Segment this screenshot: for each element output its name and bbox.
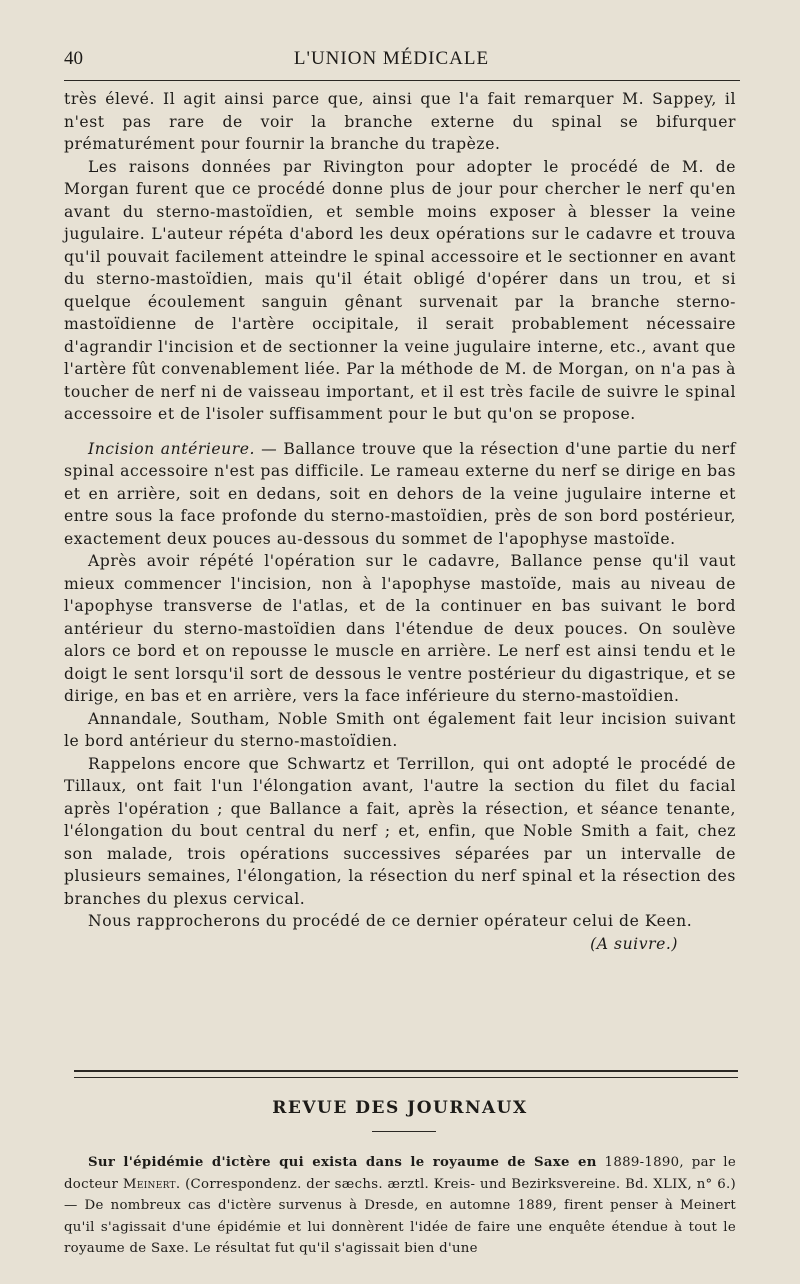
paragraph-6: Rappelons encore que Schwartz et Terrillon, qui ont adopté le procédé de Tillaux, ont fait l'un l'élongation avant, l'autre la section du filet du facial après l'opération ; que Ballance a fait, après la résection, et séance tenante, l'élongation du bout central du nerf ; et, enfin, que Noble Smith a fait, chez son malade, trois opérations successives séparées par un intervalle de plusieurs semaines, l'élongation, la résection du nerf spinal et la résection des branches du plexus cervical. <box>64 754 736 908</box>
article-body <box>64 88 736 955</box>
journal-paragraph <box>64 1152 736 1260</box>
header-rule <box>64 80 740 81</box>
paragraph-3 <box>64 438 736 551</box>
paragraph-3-text: — Ballance trouve que la résection d'une partie du nerf spinal accessoire n'est pas difficile. Le rameau externe du nerf se dirige en bas et en arrière, soit en dedans, soit en dehors de la veine jugulaire interne et entre sous la face profonde du sterno-mastoïdien, près de son bord postérieur, exactement deux pouces au-dessous du sommet de l'apophyse mastoïde. <box>64 439 736 548</box>
page-header <box>64 48 740 74</box>
paragraph-5: Annandale, Southam, Noble Smith ont également fait leur incision suivant le bord antérieur du sterno-mastoïdien. <box>64 709 736 750</box>
review-author: Meinert <box>122 1176 176 1192</box>
review-citation: . (Correspondenz. der sæchs. ærztl. Kreis- und Bezirksvereine. Bd. XLIX, n° 6.) <box>175 1176 736 1192</box>
review-title: Sur l'épidémie d'ictère qui exista dans le royaume de Saxe en <box>88 1155 597 1170</box>
continuation-note: (A suivre.) <box>590 934 678 953</box>
review-years: 1889-1890, par le docteur <box>64 1155 736 1192</box>
review-text: — De nombreux cas d'ictère survenus à Dresde, en automne 1889, firent penser à Meinert qu'il s'agissait d'une épidémie et lui donnèrent l'idée de faire une enquête étendue à tout le royaume de Saxe. Le résultat fut qu'il s'agissait bien d'une <box>64 1198 736 1256</box>
paragraph-4: Après avoir répété l'opération sur le cadavre, Ballance pense qu'il vaut mieux commencer l'incision, non à l'apophyse mastoïde, mais au niveau de l'apophyse transverse de l'atlas, et de la continuer en bas suivant le bord antérieur du sterno-mastoïdien dans l'étendue de deux pouces. On soulève alors ce bord et on repousse le muscle en arrière. Le nerf est ainsi tendu et le doigt le sent lorsqu'il sort de dessous le ventre postérieur du digastrique, et se dirige, en bas et en arrière, vers la face inférieure du sterno-mastoïdien. <box>64 552 736 705</box>
subsection-heading: Incision antérieure. <box>88 439 256 458</box>
section-title: REVUE DES JOURNAUX <box>272 1098 528 1118</box>
title-underline <box>372 1131 436 1132</box>
running-title: L'UNION MÉDICALE <box>293 48 490 69</box>
section-divider <box>74 1070 738 1078</box>
paragraph-2: Les raisons données par Rivington pour adopter le procédé de M. de Morgan furent que ce procédé donne plus de jour pour chercher le nerf qu'en avant du sterno-mastoïdien, et semble moins exposer à blesser la veine jugulaire. L'auteur répéta d'abord les deux opérations sur le cadavre et trouva qu'il pouvait facilement atteindre le spinal accessoire et le sectionner en avant du sterno-mastoïdien, mais qu'il était obligé d'opérer dans un trou, et si quelque écoulement sanguin gênant survenait par la branche sterno-mastoïdienne de l'artère occipitale, il serait probablement nécessaire d'agrandir l'incision et de sectionner la veine jugulaire interne, etc., avant que l'artère fût convenablement liée. Par la méthode de M. de Morgan, on n'a pas à toucher de nerf ni de vaisseau important, et il est très facile de suivre le spinal accessoire et de l'isoler suffisamment pour le but qu'on se propose. <box>64 157 736 423</box>
paragraph-1: très élevé. Il agit ainsi parce que, ainsi que l'a fait remarquer M. Sappey, il n'est pas rare de voir la branche externe du spinal se bifurquer prématurément pour fournir la branche du trapèze. <box>64 90 736 153</box>
page-number: 40 <box>64 48 83 69</box>
journal-review <box>64 1152 736 1260</box>
paragraph-7: Nous rapprocherons du procédé de ce dernier opérateur celui de Keen. <box>88 912 693 930</box>
